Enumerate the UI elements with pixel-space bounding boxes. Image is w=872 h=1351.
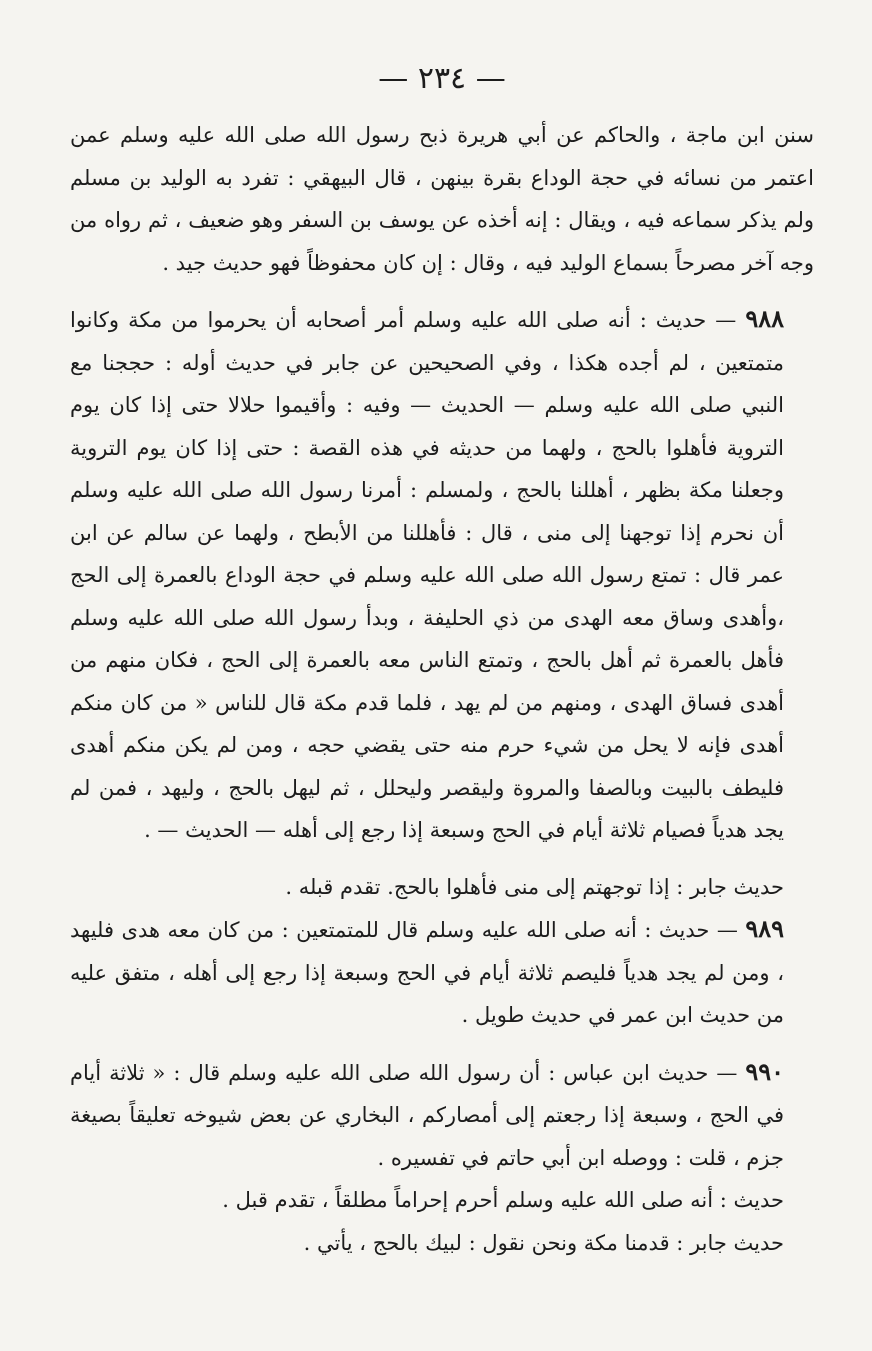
paragraph-text: حديث جابر : إذا توجهتم إلى منى فأهلوا بالحج. تقدم قبله .	[285, 874, 784, 899]
paragraph-continuation	[70, 114, 814, 284]
hadith-number: ٩٨٨	[745, 304, 784, 333]
paragraph-ihram	[70, 1179, 814, 1222]
page-number: — ٢٣٤ —	[378, 61, 506, 96]
hadith-990	[70, 1051, 814, 1180]
paragraph-jabir-talbiya	[70, 1222, 814, 1265]
paragraph-text: — حديث ابن عباس : أن رسول الله صلى الله عليه وسلم قال : « ثلاثة أيام في الحج ، وسبعة إذا رجعتم إلى أمصاركم ، البخاري عن بعض شيوخه تعليقاً بصيغة جزم ، قلت : ووصله ابن أبي حاتم في تفسيره .	[70, 1060, 784, 1170]
paragraph-text: حديث : أنه صلى الله عليه وسلم أحرم إحراماً مطلقاً ، تقدم قبل .	[222, 1188, 784, 1212]
paragraph-jabir	[70, 866, 814, 909]
paragraph-text: — حديث : أنه صلى الله عليه وسلم أمر أصحابه أن يحرموا من مكة وكانوا متمتعين ، لم أجده هكذا ، وفي الصحيحين عن جابر في حديث أوله : حججنا مع النبي صلى الله عليه وسلم — الحديث — وفيه : وأقيموا حلالا حتى إذا كان يوم التروية فأهلوا بالحج ، ولهما من حديثه في هذه القصة : حتى إذا كان يوم التروية وجعلنا مكة بظهر ، أهللنا بالحج ، ولمسلم : أمرنا رسول الله صلى الله عليه وسلم أن نحرم إذا توجهنا إلى منى ، قال : فأهللنا من الأبطح ، ولهما عن سالم عن ابن عمر قال : تمتع رسول الله صلى الله عليه وسلم في حجة الوداع بالعمرة إلى الحج ،وأهدى وساق معه الهدى من ذي الحليفة ، وبدأ رسول الله صلى الله عليه وسلم فأهل بالعمرة ثم أهل بالحج ، وتمتع الناس معه بالعمرة إلى الحج ، فكان منهم من أهدى فساق الهدى ، ومنهم من لم يهد ، فلما قدم مكة قال للناس « من كان منكم أهدى فإنه لا يحل من شيء حرم منه حتى يقضي حجه ، ومن لم يكن منكم أهدى فليطف بالبيت وبالصفا والمروة وليقصر وليحلل ، ثم ليهل بالحج ، وليهد ، فمن لم يجد هدياً فصيام ثلاثة أيام في الحج وسبعة إذا رجع إلى أهله — الحديث — .	[70, 308, 784, 842]
paragraph-text: — حديث : أنه صلى الله عليه وسلم قال للمتمتعين : من كان معه هدى فليهد ، ومن لم يجد هدياً فليصم ثلاثة أيام في الحج وسبعة إذا رجع إلى أهله ، متفق عليه من حديث ابن عمر في حديث طويل .	[70, 918, 784, 1027]
paragraph-text: سنن ابن ماجة ، والحاكم عن أبي هريرة ذبح رسول الله صلى الله عليه وسلم عمن اعتمر من نسائه في حجة الوداع بقرة بينهن ، قال البيهقي : تفرد به الوليد بن مسلم ولم يذكر سماعه فيه ، ويقال : إنه أخذه عن يوسف بن السفر وهو ضعيف ، ثم رواه من وجه آخر مصرحاً بسماع الوليد فيه ، وقال : إن كان محفوظاً فهو حديث جيد .	[70, 123, 814, 275]
hadith-number: ٩٩٠	[745, 1056, 784, 1086]
hadith-number: ٩٨٩	[745, 914, 784, 943]
paragraph-text: حديث جابر : قدمنا مكة ونحن نقول : لبيك بالحج ، يأتي .	[303, 1230, 784, 1255]
hadith-988	[70, 298, 814, 852]
hadith-989	[70, 908, 814, 1037]
